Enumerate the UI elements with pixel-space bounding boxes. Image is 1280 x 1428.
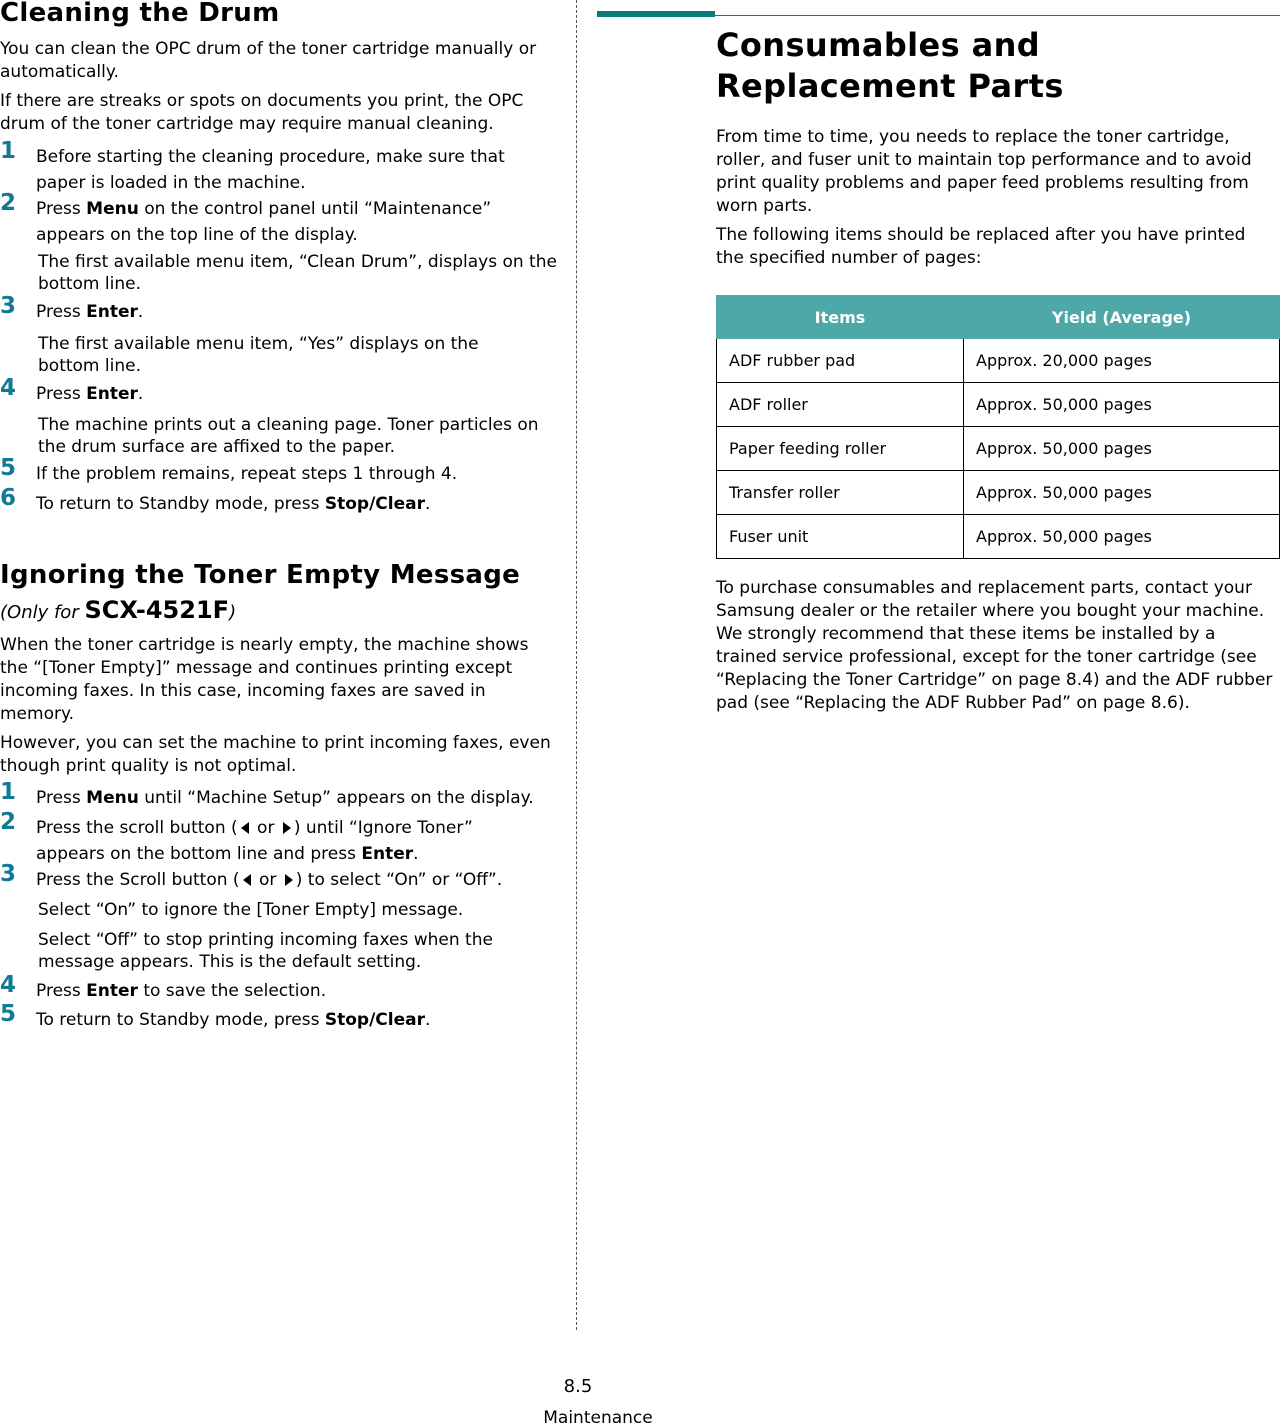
cleaning-drum-heading: Cleaning the Drum (0, 0, 280, 28)
stop-clear-key-label: Stop/Clear (324, 1010, 425, 1030)
table-cell-item: ADF roller (717, 383, 964, 427)
table-row (717, 383, 1280, 427)
column-header-items: Items (717, 296, 964, 339)
table-cell-yield: Approx. 50,000 pages (964, 471, 1280, 515)
scroll-left-icon (243, 874, 251, 886)
consumables-purchase-note: To purchase consumables and replacement parts, contact your Samsung dealer or the retailer where you bought your machine. We strongly recommend that these items be installed by a trained service professional, except for the toner cartridge (see “Replacing the Toner Cartridge” on page 8.4) and the ADF rubber pad (see “Replacing the ADF Rubber Pad” on page 8.6). (716, 578, 1273, 713)
table-row (717, 471, 1280, 515)
consumables-heading: Consumables and Replacement Parts (716, 26, 1064, 105)
cleaning-drum-manual-note: If there are streaks or spots on documents you print, the OPC drum of the toner cartridge may require manual cleaning. (0, 91, 524, 134)
enter-key-label: Enter (86, 981, 138, 1001)
table-cell-yield: Approx. 50,000 pages (964, 515, 1280, 559)
step-text: Press Enter to save the selection. (36, 981, 327, 1001)
menu-key-label: Menu (86, 199, 139, 219)
table-cell-item: ADF rubber pad (717, 339, 964, 383)
drum-step-3-note: The first available menu item, “Yes” displays on the bottom line. (38, 334, 479, 376)
step-number: 4 (0, 375, 17, 401)
page-number: 8.5 (563, 1376, 593, 1397)
table-row (717, 339, 1280, 383)
model-note: (Only for SCX-4521F) (0, 596, 237, 624)
step-text: Press the Scroll button ( or ) to select “On” or “Off”. (36, 870, 503, 890)
table-cell-item: Fuser unit (717, 515, 964, 559)
consumables-note: The following items should be replaced after you have printed the specified number of pages: (716, 225, 1246, 268)
table-header-row (717, 296, 1280, 339)
step-text: Press Menu on the control panel until “Maintenance” (36, 199, 492, 219)
step-number: 2 (0, 809, 17, 835)
consumables-intro: From time to time, you needs to replace the toner cartridge, roller, and fuser unit to maintain top performance and to avoid print quality problems and paper feed problems resulting from worn parts. (716, 127, 1252, 216)
scroll-right-icon (285, 874, 293, 886)
table-cell-yield: Approx. 20,000 pages (964, 339, 1280, 383)
step-text: paper is loaded in the machine. (36, 173, 306, 193)
ignore-toner-note: However, you can set the machine to print incoming faxes, even though print quality is not optimal. (0, 733, 551, 776)
step-number: 3 (0, 293, 17, 319)
yield-table (716, 295, 1280, 559)
model-name: SCX-4521F (84, 596, 230, 624)
column-header-yield: Yield (Average) (964, 296, 1280, 339)
step-number: 4 (0, 972, 17, 998)
enter-key-label: Enter (361, 844, 414, 864)
step-text: Press Menu until “Machine Setup” appears on the display. (36, 788, 534, 808)
enter-key-label: Enter (86, 384, 138, 404)
step-number: 5 (0, 1001, 17, 1027)
step-text: appears on the bottom line and press Enter. (36, 844, 419, 864)
scroll-right-icon (283, 822, 291, 834)
step-text: To return to Standby mode, press Stop/Clear. (36, 1010, 431, 1030)
drum-step-4-note: The machine prints out a cleaning page. Toner particles on the drum surface are affixed to the paper. (38, 415, 539, 457)
stop-clear-key-label: Stop/Clear (324, 494, 425, 514)
step-text: If the problem remains, repeat steps 1 through 4. (36, 464, 458, 484)
step-text: Press the scroll button ( or ) until “Ignore Toner” (36, 818, 473, 838)
table-cell-item: Paper feeding roller (717, 427, 964, 471)
step-text: Press Enter. (36, 384, 144, 404)
toner-step-3-off-note: Select “Off” to stop printing incoming faxes when the message appears. This is the default setting. (38, 930, 493, 972)
chapter-label: Maintenance (543, 1408, 653, 1428)
table-cell-item: Transfer roller (717, 471, 964, 515)
step-number: 6 (0, 485, 17, 511)
step-text: Before starting the cleaning procedure, make sure that (36, 147, 505, 167)
table-row (717, 427, 1280, 471)
step-number: 5 (0, 455, 17, 481)
menu-key-label: Menu (86, 788, 139, 808)
step-text: Press Enter. (36, 302, 144, 322)
enter-key-label: Enter (86, 302, 138, 322)
step-number: 3 (0, 861, 17, 887)
header-rule (715, 15, 1280, 16)
column-divider (576, 0, 577, 1330)
drum-step-2-note: The first available menu item, “Clean Drum”, displays on the bottom line. (38, 252, 557, 294)
step-number: 1 (0, 779, 17, 805)
scroll-left-icon (241, 822, 249, 834)
table-row (717, 515, 1280, 559)
table-cell-yield: Approx. 50,000 pages (964, 427, 1280, 471)
ignore-toner-intro: When the toner cartridge is nearly empty, the machine shows the “[Toner Empty]” message and continues printing except incoming faxes. In this case, incoming faxes are saved in memory. (0, 635, 529, 724)
header-accent-bar (597, 11, 715, 17)
step-number: 1 (0, 138, 17, 164)
step-number: 2 (0, 190, 17, 216)
toner-step-3-on-note: Select “On” to ignore the [Toner Empty] message. (38, 900, 464, 920)
cleaning-drum-intro: You can clean the OPC drum of the toner cartridge manually or automatically. (0, 39, 537, 82)
table-cell-yield: Approx. 50,000 pages (964, 383, 1280, 427)
step-text: appears on the top line of the display. (36, 225, 358, 245)
ignore-toner-heading: Ignoring the Toner Empty Message (0, 560, 521, 590)
step-text: To return to Standby mode, press Stop/Clear. (36, 494, 431, 514)
